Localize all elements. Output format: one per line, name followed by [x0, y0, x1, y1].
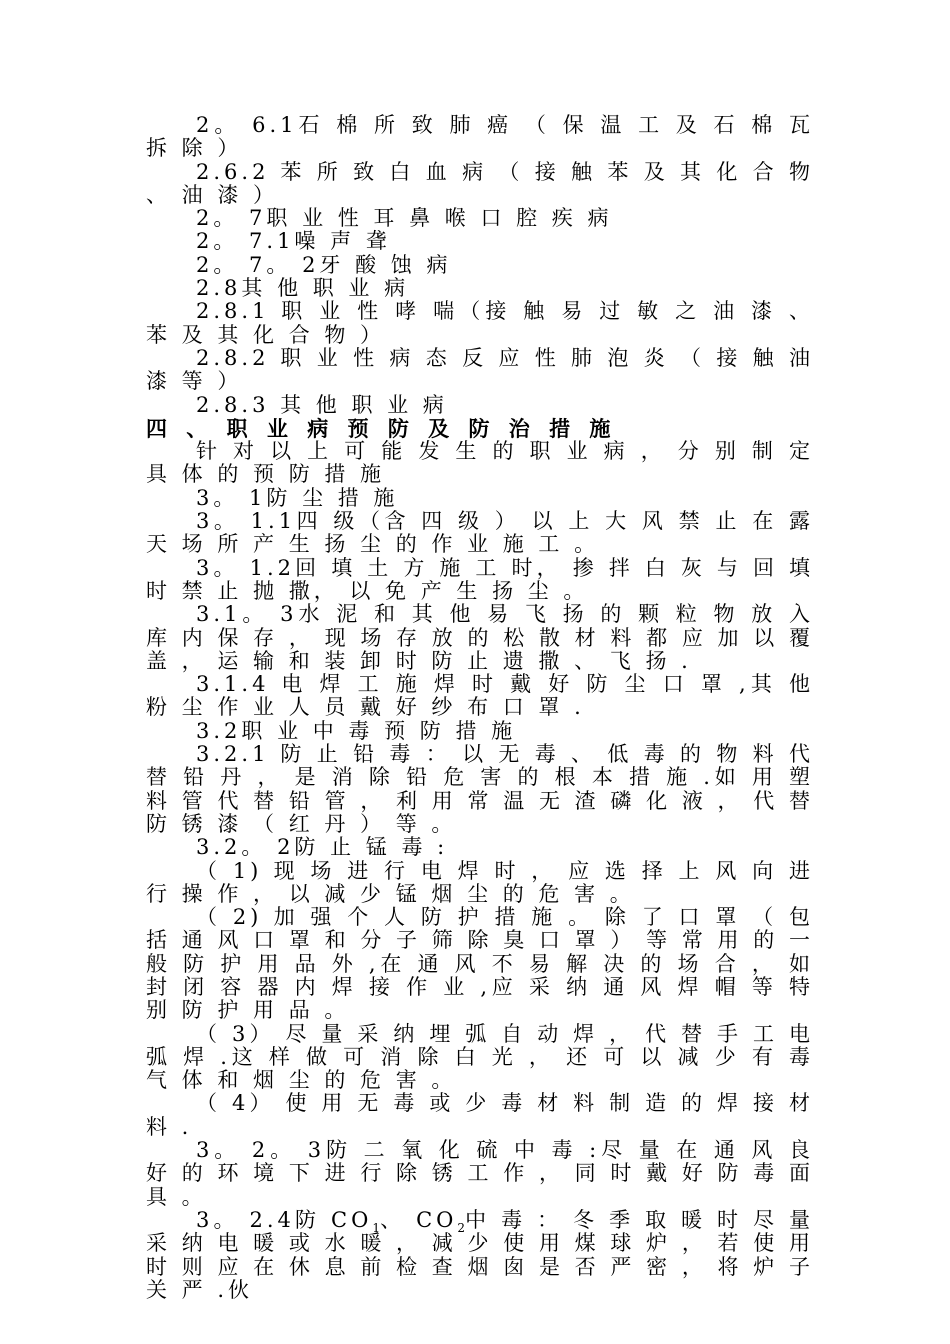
co-rest: 中 毒 ： 冬 季 取 暖 时 尽 量 采 纳 电 暖 或 水 暖 ， 减 少 使 用 煤 球 炉 ， 若 使 用 时 则 应 在 休 息 前 检 查 烟 囱 是 否 严 密 ， 将 炉 子 关 严 .伙 [146, 1207, 814, 1302]
list-item: 3。 1.2回 填 土 方 施 工 时， 掺 拌 白 灰 与 回 填 时 禁 止 抛 撒， 以 免 产 生 扬 尘 。 [146, 555, 814, 603]
list-item: 3.1。 3水 泥 和 其 他 易 飞 扬 的 颗 粒 物 放 入 库 内 保 存 ， 现 场 存 放 的 松 散 材 料 都 应 加 以 覆 盖 ， 运 输 和 装 卸 时 防 止 遗 撒 、 飞 扬 . [146, 602, 814, 673]
list-item: 3.2职 业 中 毒 预 防 措 施 [196, 718, 517, 743]
list-item: 2。 6.1石 棉 所 致 肺 癌 （ 保 温 工 及 石 棉 瓦 拆 除 ） [146, 113, 814, 161]
list-item: 2。 7。 2牙 酸 蚀 病 [196, 252, 452, 277]
section-intro: 针 对 以 上 可 能 发 生 的 职 业 病 ， 分 别 制 定 具 体 的 预 防 措 施 [146, 439, 814, 487]
list-item: 3。 1防 尘 措 施 [196, 485, 399, 510]
list-item: 2.8.2 职 业 性 病 态 反 应 性 肺 泡 炎 （ 接 触 油 漆 等 ） [146, 345, 814, 394]
list-item: 3。 2。 3防 二 氧 化 硫 中 毒 :尽 量 在 通 风 良 好 的 环 境 下 进 行 除 锈 工 作 ， 同 时 戴 好 防 毒 面 具 。 [146, 1138, 814, 1209]
co-mid: 、 CO [379, 1207, 458, 1232]
list-item: 2。 7职 业 性 耳 鼻 喉 口 腔 疾 病 [196, 206, 613, 231]
list-item: 3.2。 2防 止 锰 毒 : [196, 835, 449, 860]
list-item: 2.6.2 苯 所 致 白 血 病 （ 接 触 苯 及 其 化 合 物 、 油 漆 ） [146, 159, 814, 207]
list-item: 2.8.3 其 他 职 业 病 [196, 392, 448, 417]
list-item: 2。 7.1噪 声 聋 [196, 229, 391, 254]
list-item: （ 1) 现 场 进 行 电 焊 时 ， 应 选 择 上 风 向 进 行 操 作 ， 以 减 少 锰 烟 尘 的 危 害 。 [146, 858, 814, 906]
co-subscript-1: 1 [372, 1221, 380, 1236]
list-item: （ 3） 尽 量 采 纳 埋 弧 自 动 焊 ， 代 替 手 工 电 弧 焊 .这 样 做 可 消 除 白 光 ， 还 可 以 减 少 有 毒 气 体 和 烟 尘 的 危 害 。 [146, 1021, 814, 1093]
list-item: （ 2) 加 强 个 人 防 护 措 施 。 除 了 口 罩 （ 包 括 通 风 口 罩 和 分 子 筛 除 臭 口 罩 ） 等 常 用 的 一 般 防 护 用 品 外 ,在 通 风 不 易 解 决 的 场 合 ， 如 封 闭 容 器 内 焊 接 作 业 ,应 采 纳 通 风 焊 帽 等 特 别 防 护 用 品 。 [146, 905, 814, 1023]
list-item: 3。 1.1四 级（含 四 级 ） 以 上 大 风 禁 止 在 露 天 场 所 产 生 扬 尘 的 作 业 施 工 。 [146, 509, 814, 557]
list-item: （ 4） 使 用 无 毒 或 少 毒 材 料 制 造 的 焊 接 材 料 . [146, 1091, 814, 1139]
list-item: 2.8其 他 职 业 病 [196, 276, 410, 301]
co-prefix: 3。 2.4防 CO [196, 1207, 373, 1232]
list-item: 3.1.4 电 焊 工 施 焊 时 戴 好 防 尘 口 罩 ,其 他 粉 尘 作 业 人 员 戴 好 纱 布 口 罩 . [146, 672, 814, 720]
section-heading: 四 、 职 业 病 预 防 及 防 治 措 施 [146, 415, 617, 441]
co-subscript-2: 2 [457, 1221, 466, 1236]
list-item: 2.8.1 职 业 性 哮 喘（接 触 易 过 敏 之 油 漆 、 苯 及 其 化 合 物 ） [146, 299, 814, 347]
document-body [146, 114, 814, 1302]
list-item: 3.2.1 防 止 铅 毒 ： 以 无 毒 、 低 毒 的 物 料 代 替 铅 丹 ， 是 消 除 铅 危 害 的 根 本 措 施 .如 用 塑 料 管 代 替 铅 管 ， 利 用 常 温 无 渣 磷 化 液 ， 代 替 防 锈 漆 （ 红 丹 ） 等 。 [146, 742, 814, 836]
co-paragraph [146, 1209, 814, 1302]
